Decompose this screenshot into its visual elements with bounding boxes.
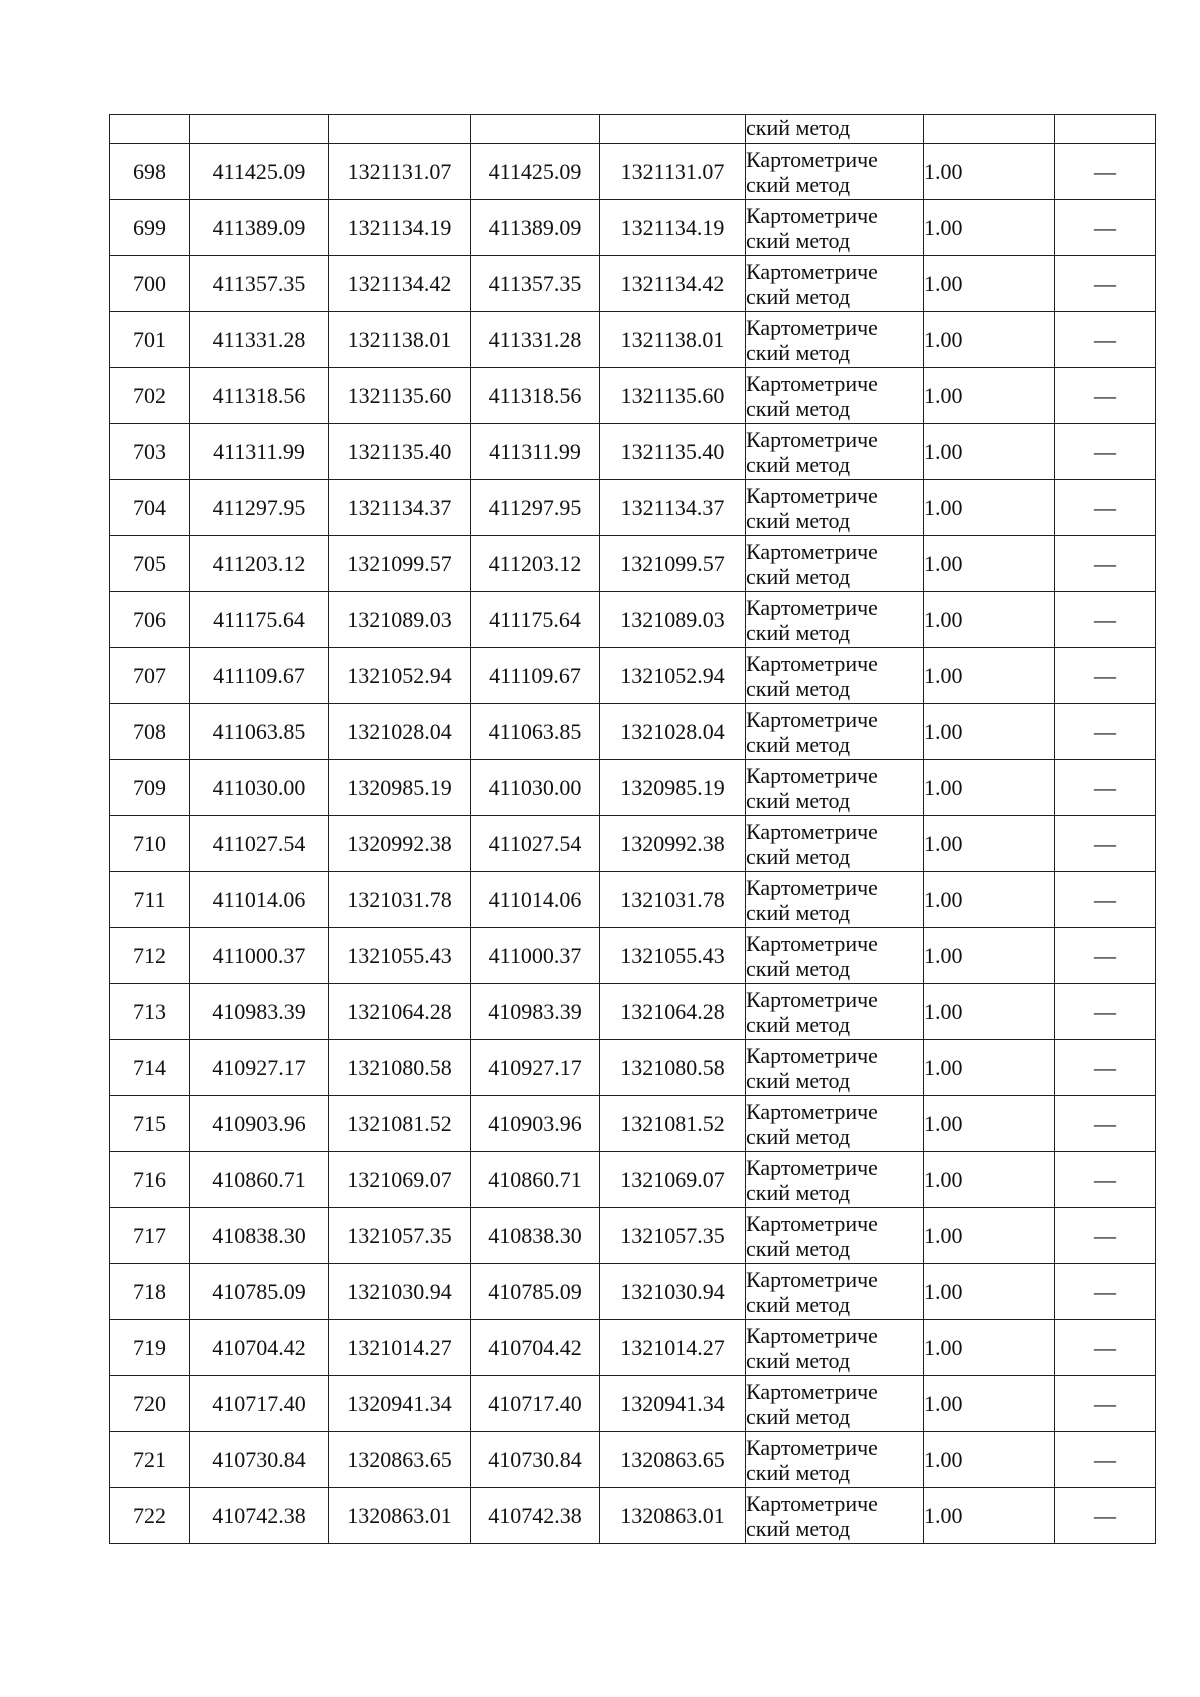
y-coordinate-cell: 1321089.03	[600, 592, 746, 648]
x-coordinate-cell: 411297.95	[471, 480, 600, 536]
x-coordinate-cell: 411175.64	[190, 592, 329, 648]
x-coordinate-cell: 411175.64	[471, 592, 600, 648]
y-coordinate-cell: 1320985.19	[329, 760, 471, 816]
precision-cell: 1.00	[924, 816, 1055, 872]
method-text: ский метод	[746, 1011, 851, 1037]
x-coordinate-cell: 411014.06	[190, 872, 329, 928]
method-cell	[746, 760, 924, 816]
table-row	[110, 1432, 1156, 1488]
point-number-cell: 704	[110, 480, 190, 536]
coordinates-table	[109, 114, 1156, 1544]
continuation-row	[110, 115, 1156, 144]
y-coordinate-cell: 1321080.58	[329, 1040, 471, 1096]
x-coordinate-cell: 410838.30	[471, 1208, 600, 1264]
table-row	[110, 872, 1156, 928]
precision-cell: 1.00	[924, 200, 1055, 256]
description-cell: —	[1055, 1096, 1156, 1152]
x-coordinate-cell: 411030.00	[471, 760, 600, 816]
y-coordinate-cell: 1321134.37	[600, 480, 746, 536]
method-cell	[746, 704, 924, 760]
table-row	[110, 928, 1156, 984]
x-coordinate-cell: 411357.35	[471, 256, 600, 312]
table-row	[110, 1096, 1156, 1152]
point-number-cell: 712	[110, 928, 190, 984]
x-coordinate-cell: 410785.09	[471, 1264, 600, 1320]
x-coordinate-cell: 411389.09	[190, 200, 329, 256]
y-coordinate-cell: 1321099.57	[600, 536, 746, 592]
y-coordinate-cell: 1321134.19	[329, 200, 471, 256]
description-cell: —	[1055, 1320, 1156, 1376]
method-cell	[746, 1264, 924, 1320]
precision-cell: 1.00	[924, 984, 1055, 1040]
y-coordinate-cell: 1321052.94	[329, 648, 471, 704]
precision-cell: 1.00	[924, 480, 1055, 536]
method-text: Картометриче	[746, 202, 878, 228]
x-coordinate-cell: 411203.12	[190, 536, 329, 592]
y-coordinate-cell: 1321028.04	[329, 704, 471, 760]
y-coordinate-cell: 1321138.01	[329, 312, 471, 368]
point-number-cell: 715	[110, 1096, 190, 1152]
y-coordinate-cell: 1320863.01	[329, 1488, 471, 1544]
method-text: ский метод	[746, 787, 851, 813]
precision-cell: 1.00	[924, 1264, 1055, 1320]
y-coordinate-cell: 1321064.28	[329, 984, 471, 1040]
point-number-cell: 717	[110, 1208, 190, 1264]
method-text: Картометриче	[746, 1042, 878, 1068]
table-row	[110, 1208, 1156, 1264]
precision-cell: 1.00	[924, 1376, 1055, 1432]
x-coordinate-cell: 410785.09	[190, 1264, 329, 1320]
y-coordinate-cell: 1321030.94	[600, 1264, 746, 1320]
cell-empty	[924, 115, 1055, 144]
method-text: Картометриче	[746, 594, 878, 620]
x-coordinate-cell: 410838.30	[190, 1208, 329, 1264]
method-text: ский метод	[746, 675, 851, 701]
x-coordinate-cell: 410903.96	[471, 1096, 600, 1152]
description-cell: —	[1055, 1376, 1156, 1432]
method-text: Картометриче	[746, 314, 878, 340]
x-coordinate-cell: 410717.40	[190, 1376, 329, 1432]
x-coordinate-cell: 411203.12	[471, 536, 600, 592]
point-number-cell: 721	[110, 1432, 190, 1488]
x-coordinate-cell: 411318.56	[190, 368, 329, 424]
y-coordinate-cell: 1321028.04	[600, 704, 746, 760]
method-cell	[746, 928, 924, 984]
description-cell: —	[1055, 816, 1156, 872]
precision-cell: 1.00	[924, 144, 1055, 200]
method-text: Картометриче	[746, 986, 878, 1012]
precision-cell: 1.00	[924, 1040, 1055, 1096]
description-cell: —	[1055, 928, 1156, 984]
method-cell	[746, 816, 924, 872]
x-coordinate-cell: 410730.84	[190, 1432, 329, 1488]
y-coordinate-cell: 1321135.60	[329, 368, 471, 424]
description-cell: —	[1055, 144, 1156, 200]
x-coordinate-cell: 411425.09	[471, 144, 600, 200]
method-text: Картометриче	[746, 1154, 878, 1180]
y-coordinate-cell: 1321089.03	[329, 592, 471, 648]
y-coordinate-cell: 1321031.78	[329, 872, 471, 928]
table-row	[110, 200, 1156, 256]
description-cell: —	[1055, 760, 1156, 816]
precision-cell: 1.00	[924, 1152, 1055, 1208]
x-coordinate-cell: 411311.99	[471, 424, 600, 480]
method-cell	[746, 144, 924, 200]
precision-cell: 1.00	[924, 1488, 1055, 1544]
description-cell: —	[1055, 256, 1156, 312]
x-coordinate-cell: 410983.39	[190, 984, 329, 1040]
table-row	[110, 816, 1156, 872]
y-coordinate-cell: 1320941.34	[329, 1376, 471, 1432]
table-row	[110, 592, 1156, 648]
y-coordinate-cell: 1321069.07	[600, 1152, 746, 1208]
method-tail: ский метод	[746, 115, 851, 140]
description-cell: —	[1055, 704, 1156, 760]
method-cell	[746, 536, 924, 592]
x-coordinate-cell: 411311.99	[190, 424, 329, 480]
precision-cell: 1.00	[924, 760, 1055, 816]
y-coordinate-cell: 1321134.42	[329, 256, 471, 312]
y-coordinate-cell: 1321030.94	[329, 1264, 471, 1320]
method-cell	[746, 312, 924, 368]
x-coordinate-cell: 411063.85	[471, 704, 600, 760]
method-text: ский метод	[746, 843, 851, 869]
y-coordinate-cell: 1321134.19	[600, 200, 746, 256]
cell-empty	[471, 115, 600, 144]
method-cell	[746, 1040, 924, 1096]
method-text: ский метод	[746, 171, 851, 197]
method-cell	[746, 1376, 924, 1432]
table-row	[110, 648, 1156, 704]
y-coordinate-cell: 1321080.58	[600, 1040, 746, 1096]
x-coordinate-cell: 411318.56	[471, 368, 600, 424]
y-coordinate-cell: 1321135.60	[600, 368, 746, 424]
description-cell: —	[1055, 592, 1156, 648]
x-coordinate-cell: 411425.09	[190, 144, 329, 200]
description-cell: —	[1055, 648, 1156, 704]
table-row	[110, 1376, 1156, 1432]
method-cell	[746, 1488, 924, 1544]
method-text: Картометриче	[746, 538, 878, 564]
method-cell	[746, 592, 924, 648]
method-text: Картометриче	[746, 1266, 878, 1292]
point-number-cell: 705	[110, 536, 190, 592]
y-coordinate-cell: 1320992.38	[329, 816, 471, 872]
table-row	[110, 144, 1156, 200]
y-coordinate-cell: 1320992.38	[600, 816, 746, 872]
point-number-cell: 703	[110, 424, 190, 480]
method-text: ский метод	[746, 395, 851, 421]
precision-cell: 1.00	[924, 424, 1055, 480]
y-coordinate-cell: 1320985.19	[600, 760, 746, 816]
description-cell: —	[1055, 984, 1156, 1040]
x-coordinate-cell: 411063.85	[190, 704, 329, 760]
method-text: ский метод	[746, 731, 851, 757]
y-coordinate-cell: 1320941.34	[600, 1376, 746, 1432]
y-coordinate-cell: 1321081.52	[329, 1096, 471, 1152]
x-coordinate-cell: 411331.28	[190, 312, 329, 368]
point-number-cell: 710	[110, 816, 190, 872]
cell-empty	[190, 115, 329, 144]
description-cell: —	[1055, 1432, 1156, 1488]
method-text: ский метод	[746, 339, 851, 365]
method-cell	[746, 984, 924, 1040]
x-coordinate-cell: 410730.84	[471, 1432, 600, 1488]
point-number-cell: 707	[110, 648, 190, 704]
y-coordinate-cell: 1320863.65	[329, 1432, 471, 1488]
y-coordinate-cell: 1321055.43	[600, 928, 746, 984]
method-cell	[746, 1208, 924, 1264]
precision-cell: 1.00	[924, 1208, 1055, 1264]
x-coordinate-cell: 411331.28	[471, 312, 600, 368]
table-body	[110, 115, 1156, 1544]
method-text: Картометриче	[746, 818, 878, 844]
point-number-cell: 718	[110, 1264, 190, 1320]
table-row	[110, 480, 1156, 536]
method-text: ский метод	[746, 283, 851, 309]
method-text: Картометриче	[746, 1322, 878, 1348]
precision-cell: 1.00	[924, 256, 1055, 312]
point-number-cell: 716	[110, 1152, 190, 1208]
method-cell	[746, 1096, 924, 1152]
x-coordinate-cell: 411000.37	[471, 928, 600, 984]
method-text: ский метод	[746, 899, 851, 925]
x-coordinate-cell: 411014.06	[471, 872, 600, 928]
point-number-cell: 722	[110, 1488, 190, 1544]
precision-cell: 1.00	[924, 648, 1055, 704]
method-text: Картометриче	[746, 930, 878, 956]
y-coordinate-cell: 1321057.35	[329, 1208, 471, 1264]
method-text: Картометриче	[746, 706, 878, 732]
method-text: ский метод	[746, 1235, 851, 1261]
description-cell: —	[1055, 1264, 1156, 1320]
x-coordinate-cell: 411389.09	[471, 200, 600, 256]
x-coordinate-cell: 411030.00	[190, 760, 329, 816]
table-row	[110, 536, 1156, 592]
description-cell: —	[1055, 1152, 1156, 1208]
cell-empty	[1055, 115, 1156, 144]
point-number-cell: 708	[110, 704, 190, 760]
method-text: ский метод	[746, 1067, 851, 1093]
method-text: Картометриче	[746, 1210, 878, 1236]
y-coordinate-cell: 1321131.07	[329, 144, 471, 200]
y-coordinate-cell: 1321064.28	[600, 984, 746, 1040]
table-row	[110, 1152, 1156, 1208]
table-row	[110, 760, 1156, 816]
method-text: ский метод	[746, 1515, 851, 1541]
table-row	[110, 256, 1156, 312]
point-number-cell: 713	[110, 984, 190, 1040]
method-cell	[746, 368, 924, 424]
method-cell	[746, 115, 924, 144]
cell-empty	[600, 115, 746, 144]
method-cell	[746, 872, 924, 928]
y-coordinate-cell: 1321014.27	[329, 1320, 471, 1376]
table-row	[110, 368, 1156, 424]
precision-cell: 1.00	[924, 872, 1055, 928]
point-number-cell: 706	[110, 592, 190, 648]
table-row	[110, 1488, 1156, 1544]
method-text: ский метод	[746, 955, 851, 981]
y-coordinate-cell: 1321134.37	[329, 480, 471, 536]
method-text: ский метод	[746, 563, 851, 589]
y-coordinate-cell: 1321135.40	[329, 424, 471, 480]
method-text: Картометриче	[746, 762, 878, 788]
cell-empty	[110, 115, 190, 144]
x-coordinate-cell: 410742.38	[471, 1488, 600, 1544]
method-cell	[746, 256, 924, 312]
x-coordinate-cell: 410704.42	[471, 1320, 600, 1376]
method-text: Картометриче	[746, 874, 878, 900]
x-coordinate-cell: 410860.71	[471, 1152, 600, 1208]
method-text: ский метод	[746, 1179, 851, 1205]
description-cell: —	[1055, 1208, 1156, 1264]
x-coordinate-cell: 411000.37	[190, 928, 329, 984]
table-row	[110, 1320, 1156, 1376]
method-cell	[746, 200, 924, 256]
method-text: ский метод	[746, 451, 851, 477]
method-text: ский метод	[746, 1123, 851, 1149]
precision-cell: 1.00	[924, 592, 1055, 648]
y-coordinate-cell: 1320863.01	[600, 1488, 746, 1544]
table-row	[110, 312, 1156, 368]
description-cell: —	[1055, 536, 1156, 592]
y-coordinate-cell: 1321055.43	[329, 928, 471, 984]
y-coordinate-cell: 1320863.65	[600, 1432, 746, 1488]
precision-cell: 1.00	[924, 1320, 1055, 1376]
method-text: ский метод	[746, 1459, 851, 1485]
point-number-cell: 719	[110, 1320, 190, 1376]
y-coordinate-cell: 1321069.07	[329, 1152, 471, 1208]
method-text: Картометриче	[746, 370, 878, 396]
method-text: ский метод	[746, 1291, 851, 1317]
point-number-cell: 699	[110, 200, 190, 256]
precision-cell: 1.00	[924, 1432, 1055, 1488]
y-coordinate-cell: 1321052.94	[600, 648, 746, 704]
x-coordinate-cell: 411109.67	[190, 648, 329, 704]
description-cell: —	[1055, 1040, 1156, 1096]
description-cell: —	[1055, 312, 1156, 368]
method-text: Картометриче	[746, 1434, 878, 1460]
method-cell	[746, 1432, 924, 1488]
method-text: Картометриче	[746, 426, 878, 452]
point-number-cell: 720	[110, 1376, 190, 1432]
precision-cell: 1.00	[924, 704, 1055, 760]
description-cell: —	[1055, 424, 1156, 480]
x-coordinate-cell: 410860.71	[190, 1152, 329, 1208]
y-coordinate-cell: 1321131.07	[600, 144, 746, 200]
description-cell: —	[1055, 200, 1156, 256]
description-cell: —	[1055, 368, 1156, 424]
method-text: ский метод	[746, 507, 851, 533]
method-text: Картометриче	[746, 258, 878, 284]
x-coordinate-cell: 411357.35	[190, 256, 329, 312]
x-coordinate-cell: 411109.67	[471, 648, 600, 704]
table-row	[110, 1264, 1156, 1320]
precision-cell: 1.00	[924, 312, 1055, 368]
method-text: Картометриче	[746, 482, 878, 508]
cell-empty	[329, 115, 471, 144]
x-coordinate-cell: 411297.95	[190, 480, 329, 536]
method-text: ский метод	[746, 619, 851, 645]
table-row	[110, 1040, 1156, 1096]
y-coordinate-cell: 1321135.40	[600, 424, 746, 480]
method-text: ский метод	[746, 1403, 851, 1429]
method-text: Картометриче	[746, 1490, 878, 1516]
method-cell	[746, 1152, 924, 1208]
method-cell	[746, 648, 924, 704]
x-coordinate-cell: 411027.54	[471, 816, 600, 872]
precision-cell: 1.00	[924, 536, 1055, 592]
point-number-cell: 714	[110, 1040, 190, 1096]
precision-cell: 1.00	[924, 368, 1055, 424]
method-text: ский метод	[746, 227, 851, 253]
table-row	[110, 704, 1156, 760]
y-coordinate-cell: 1321099.57	[329, 536, 471, 592]
x-coordinate-cell: 410927.17	[190, 1040, 329, 1096]
method-text: Картометриче	[746, 650, 878, 676]
description-cell: —	[1055, 1488, 1156, 1544]
y-coordinate-cell: 1321134.42	[600, 256, 746, 312]
method-cell	[746, 424, 924, 480]
y-coordinate-cell: 1321081.52	[600, 1096, 746, 1152]
point-number-cell: 711	[110, 872, 190, 928]
y-coordinate-cell: 1321057.35	[600, 1208, 746, 1264]
method-cell	[746, 1320, 924, 1376]
point-number-cell: 709	[110, 760, 190, 816]
x-coordinate-cell: 411027.54	[190, 816, 329, 872]
x-coordinate-cell: 410983.39	[471, 984, 600, 1040]
y-coordinate-cell: 1321138.01	[600, 312, 746, 368]
x-coordinate-cell: 410927.17	[471, 1040, 600, 1096]
x-coordinate-cell: 410742.38	[190, 1488, 329, 1544]
description-cell: —	[1055, 872, 1156, 928]
x-coordinate-cell: 410903.96	[190, 1096, 329, 1152]
description-cell: —	[1055, 480, 1156, 536]
x-coordinate-cell: 410704.42	[190, 1320, 329, 1376]
method-cell	[746, 480, 924, 536]
y-coordinate-cell: 1321014.27	[600, 1320, 746, 1376]
point-number-cell: 702	[110, 368, 190, 424]
precision-cell: 1.00	[924, 928, 1055, 984]
point-number-cell: 700	[110, 256, 190, 312]
precision-cell: 1.00	[924, 1096, 1055, 1152]
method-text: Картометриче	[746, 1378, 878, 1404]
point-number-cell: 701	[110, 312, 190, 368]
method-text: ский метод	[746, 1347, 851, 1373]
y-coordinate-cell: 1321031.78	[600, 872, 746, 928]
method-text: Картометриче	[746, 146, 878, 172]
point-number-cell: 698	[110, 144, 190, 200]
table-row	[110, 424, 1156, 480]
method-text: Картометриче	[746, 1098, 878, 1124]
x-coordinate-cell: 410717.40	[471, 1376, 600, 1432]
table-row	[110, 984, 1156, 1040]
